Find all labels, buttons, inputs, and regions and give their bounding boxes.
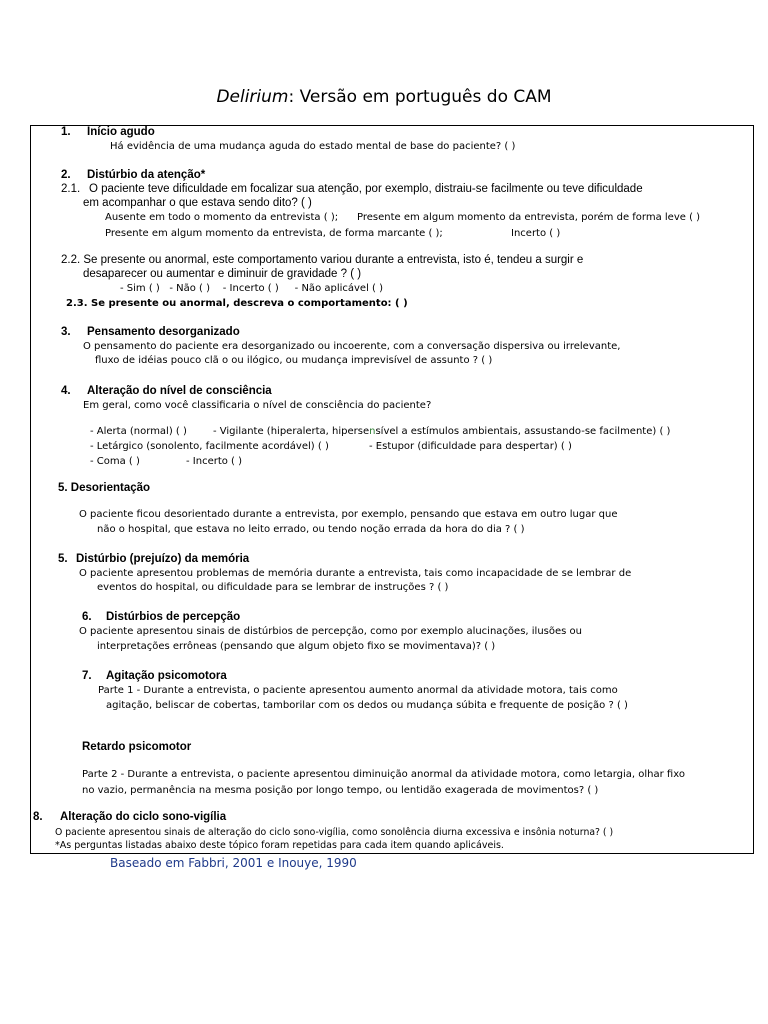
option-4-vigilante bbox=[213, 427, 670, 437]
section-4-title: Alteração do nível de consciência bbox=[87, 385, 272, 397]
section-1-title: Início agudo bbox=[87, 126, 155, 138]
question-2-1-number: 2.1. bbox=[61, 183, 81, 195]
option-2-1-a: Ausente em todo o momento da entrevista ( ); bbox=[105, 212, 339, 223]
title-rest: : Versão em português do CAM bbox=[288, 87, 552, 107]
section-8-question: O paciente apresentou sinais de alteração do ciclo sono-vigília, como sonolência diurna excessiva e insônia noturna? ( ) bbox=[55, 827, 614, 838]
section-3-heading bbox=[61, 327, 240, 339]
option-4-vigilante-b: sível a estímulos ambientais, assustando-se facilmente) ( ) bbox=[375, 426, 671, 437]
section-6-number: 6. bbox=[82, 611, 92, 623]
section-7-title: Agitação psicomotora bbox=[106, 670, 227, 682]
section-7-part-2-a: Parte 2 - Durante a entrevista, o paciente apresentou diminuição anormal da atividade motora, como letargia, olhar fixo bbox=[82, 769, 685, 780]
section-2-title: Distúrbio da atenção* bbox=[87, 169, 206, 181]
option-4-alerta: - Alerta (normal) ( ) bbox=[90, 426, 187, 437]
section-1-number: 1. bbox=[61, 126, 71, 138]
option-4-vigilante-a: - Vigilante (hiperalerta, hiperse bbox=[213, 426, 370, 437]
page-title bbox=[0, 89, 768, 106]
footnote: *As perguntas listadas abaixo deste tópico foram repetidas para cada item quando aplicáveis. bbox=[55, 840, 504, 851]
option-2-1-d: Incerto ( ) bbox=[511, 228, 561, 239]
section-1-heading bbox=[61, 127, 155, 139]
question-2-2-number: 2.2. bbox=[61, 254, 81, 266]
section-5-memory-question-a: O paciente apresentou problemas de memória durante a entrevista, tais como incapacidade de se lembrar de bbox=[79, 568, 632, 579]
section-1-question: Há evidência de uma mudança aguda do estado mental de base do paciente? ( ) bbox=[110, 141, 516, 152]
section-7-heading bbox=[82, 671, 227, 683]
question-2-3-text: 2.3. Se presente ou anormal, descreva o comportamento: bbox=[66, 298, 392, 309]
section-6-question-b: interpretações errôneas (pensando que algum objeto fixo se movimentava)? ( ) bbox=[97, 641, 496, 652]
section-5-memory-heading bbox=[58, 554, 249, 566]
option-4-coma: - Coma ( ) bbox=[90, 456, 140, 467]
option-4-vigilante-green: n bbox=[369, 426, 376, 437]
section-3-question-b: fluxo de idéias pouco clã o ou ilógico, ou mudança imprevisível de assunto ? ( ) bbox=[95, 355, 493, 366]
section-6-heading bbox=[82, 612, 240, 624]
options-2-2: - Sim ( ) - Não ( ) - Incerto ( ) - Não aplicável ( ) bbox=[120, 283, 384, 294]
section-6-title: Distúrbios de percepção bbox=[106, 611, 241, 623]
section-5-disorientation-heading: 5. Desorientação bbox=[58, 482, 151, 494]
question-2-2-text-a: Se presente ou anormal, este comportamento variou durante a entrevista, isto é, tendeu a surgir e bbox=[83, 254, 584, 266]
question-2-1-text-a: O paciente teve dificuldade em focalizar sua atenção, por exemplo, distraiu-se facilmente ou teve dificuldade bbox=[89, 183, 643, 195]
section-5-disorientation-question-b: não o hospital, que estava no leito errado, ou tendo noção errada da hora do dia ? ( ) bbox=[97, 524, 525, 535]
section-6-question-a: O paciente apresentou sinais de distúrbios de percepção, como por exemplo alucinações, ilusões ou bbox=[79, 626, 582, 637]
section-7-number: 7. bbox=[82, 670, 92, 682]
section-2-heading bbox=[61, 170, 205, 182]
option-2-1-b: Presente em algum momento da entrevista, porém de forma leve ( ) bbox=[357, 212, 701, 223]
section-7-retardo-heading: Retardo psicomotor bbox=[82, 741, 192, 753]
question-2-1-line-1 bbox=[61, 184, 643, 196]
section-7-part-2-b: no vazio, permanência na mesma posição por longo tempo, ou lentidão exagerada de movimentos? ( ) bbox=[82, 785, 599, 796]
section-8-title: Alteração do ciclo sono-vigília bbox=[60, 811, 227, 823]
section-5-disorientation-question-a: O paciente ficou desorientado durante a entrevista, por exemplo, pensando que estava em outro lugar que bbox=[79, 509, 618, 520]
question-2-3-blank: ( ) bbox=[395, 298, 408, 309]
section-8-heading bbox=[33, 812, 226, 824]
option-4-incerto: - Incerto ( ) bbox=[186, 456, 243, 467]
section-5-memory-title: Distúrbio (prejuízo) da memória bbox=[76, 553, 250, 565]
section-8-number: 8. bbox=[33, 811, 43, 823]
section-3-number: 3. bbox=[61, 326, 71, 338]
section-2-number: 2. bbox=[61, 169, 71, 181]
section-5-memory-number: 5. bbox=[58, 553, 68, 565]
question-2-3 bbox=[66, 299, 408, 309]
title-italic: Delirium bbox=[216, 87, 289, 107]
section-4-heading bbox=[61, 386, 272, 398]
option-4-estupor: - Estupor (dificuldade para despertar) ( ) bbox=[369, 441, 572, 452]
section-7-part-1-a: Parte 1 - Durante a entrevista, o paciente apresentou aumento anormal da atividade motora, tais como bbox=[98, 685, 618, 696]
question-2-2-line-2: desaparecer ou aumentar e diminuir de gravidade ? ( ) bbox=[83, 268, 362, 280]
question-2-1-line-2: em acompanhar o que estava sendo dito? ( ) bbox=[83, 197, 312, 209]
option-4-letargico: - Letárgico (sonolento, facilmente acordável) ( ) bbox=[90, 441, 329, 452]
section-3-title: Pensamento desorganizado bbox=[87, 326, 240, 338]
section-4-number: 4. bbox=[61, 385, 71, 397]
section-3-question-a: O pensamento do paciente era desorganizado ou incoerente, com a conversação dispersiva ou irrelevante, bbox=[83, 341, 621, 352]
section-7-part-1-b: agitação, beliscar de cobertas, tamborilar com os dedos ou mudança súbita e frequente de posição ? ( ) bbox=[106, 700, 628, 711]
question-2-2-line-1 bbox=[61, 255, 583, 267]
section-5-memory-question-b: eventos do hospital, ou dificuldade para se lembrar de instruções ? ( ) bbox=[97, 582, 449, 593]
section-4-question: Em geral, como você classificaria o nível de consciência do paciente? bbox=[83, 400, 432, 411]
option-2-1-c: Presente em algum momento da entrevista, de forma marcante ( ); bbox=[105, 228, 443, 239]
source-citation: Baseado em Fabbri, 2001 e Inouye, 1990 bbox=[110, 856, 357, 870]
